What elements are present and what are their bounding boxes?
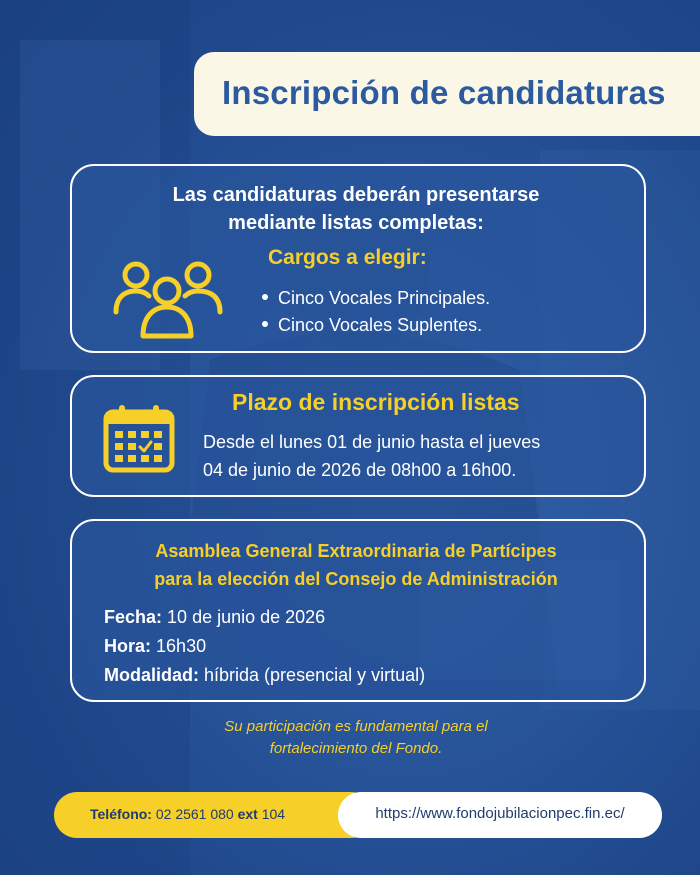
- phone-number: 02 2561 080: [155, 806, 234, 822]
- asamblea-details: [104, 603, 425, 690]
- participation-note: [70, 716, 642, 760]
- cargos-list: [262, 285, 490, 339]
- asamblea-title: [70, 537, 642, 593]
- phone-label: Teléfono:: [90, 806, 152, 822]
- intro-line-1: Las candidaturas deberán presentarse: [172, 184, 540, 206]
- asamblea-line-1: Asamblea General Extraordinaria de Partícipes: [155, 541, 557, 561]
- fecha-label: Fecha:: [104, 607, 163, 627]
- note-line-1: Su participación es fundamental para el: [224, 718, 488, 735]
- modalidad-label: Modalidad:: [104, 665, 199, 685]
- users-group-icon: [112, 260, 224, 340]
- bullet-icon: [262, 294, 268, 300]
- website-link[interactable]: https://www.fondojubilacionpec.fin.ec/: [375, 805, 625, 822]
- hora-row: [104, 632, 425, 661]
- list-item: [262, 312, 490, 339]
- plazo-title: Plazo de inscripción listas: [232, 389, 520, 415]
- modalidad-row: [104, 661, 425, 690]
- modalidad-value: híbrida (presencial y virtual): [204, 665, 426, 685]
- hora-value: 16h30: [156, 636, 207, 656]
- asamblea-line-2: para la elección del Consejo de Administración: [154, 569, 558, 589]
- fecha-value: 10 de junio de 2026: [167, 607, 326, 627]
- fecha-row: [104, 603, 425, 632]
- intro-line-2: mediante listas completas:: [228, 212, 484, 234]
- plazo-line-1: Desde el lunes 01 de junio hasta el jueves: [203, 432, 541, 452]
- cargo-label: Cinco Vocales Principales.: [278, 288, 491, 308]
- cargo-label: Cinco Vocales Suplentes.: [278, 315, 483, 335]
- ext-number: 104: [261, 806, 286, 822]
- list-item: [262, 285, 490, 312]
- candidaturas-intro: [70, 181, 642, 237]
- plazo-text: [203, 428, 540, 484]
- ext-label: ext: [237, 806, 258, 822]
- page-title: Inscripción de candidaturas: [222, 74, 666, 111]
- cargos-title: Cargos a elegir:: [268, 246, 427, 269]
- note-line-2: fortalecimiento del Fondo.: [269, 740, 443, 757]
- plazo-line-2: 04 de junio de 2026 de 08h00 a 16h00.: [203, 460, 517, 480]
- calendar-icon: [103, 403, 175, 473]
- hora-label: Hora:: [104, 636, 152, 656]
- phone-contact[interactable]: [90, 806, 285, 822]
- bullet-icon: [262, 321, 268, 327]
